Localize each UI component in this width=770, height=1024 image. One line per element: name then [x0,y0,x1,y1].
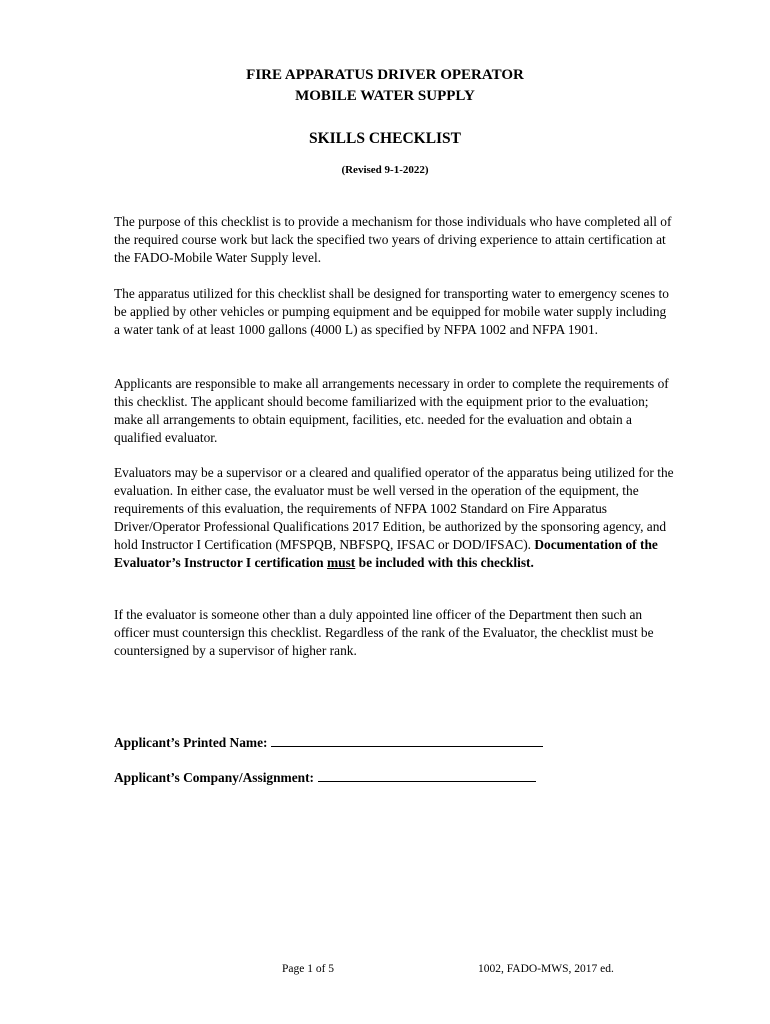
page-number: Page 1 of 5 [282,963,335,975]
printed-name-label: Applicant’s Printed Name: [114,735,268,750]
countersign-paragraph: If the evaluator is someone other than a duly appointed line officer of the Department then such an officer must countersign this checklist. Regardless of the rank of the Evaluator, the checklist must be countersigned by a supervisor of higher rank. [114,607,654,658]
title-line-1: FIRE APPARATUS DRIVER OPERATOR [246,67,524,83]
printed-name-blank[interactable] [271,732,543,747]
documentation-note-b: be included with this checklist. [358,555,534,570]
title-line-2: MOBILE WATER SUPPLY [295,88,475,104]
documentation-note-must: must [326,555,356,570]
printed-name-field [114,732,543,752]
document-reference: 1002, FADO-MWS, 2017 ed. [478,963,614,975]
applicant-responsibility-paragraph: Applicants are responsible to make all arrangements necessary in order to complete the requirements of this checklist. The applicant should become familiarized with the equipment prior to the evaluation; make all arrangements to obtain equipment, facilities, etc. needed for the evaluation and obtain a qualified evaluator. [114,376,669,445]
documentation-note-a: Documentation of the Evaluator’s Instructor I certification [114,537,658,570]
purpose-paragraph: The purpose of this checklist is to provide a mechanism for those individuals who have completed all of the required course work but lack the specified two years of driving experience to attain certification at the FADO-Mobile Water Supply level. [114,214,672,265]
evaluator-paragraph [114,464,674,572]
company-assignment-label: Applicant’s Company/Assignment: [114,770,315,785]
company-assignment-blank[interactable] [318,767,536,782]
evaluator-text: Evaluators may be a supervisor or a cleared and qualified operator of the apparatus being utilized for the evaluation. In either case, the evaluator must be well versed in the operation of the equipment, the requirements of this evaluation, the requirements of NFPA 1002 Standard on Fire Apparatus Driver/Operator Professional Qualifications 2017 Edition, be authorized by the sponsoring agency, and hold Instructor I Certification (MFSPQB, NBFSPQ, IFSAC or DOD/IFSAC). [114,465,674,552]
company-assignment-field [114,767,536,787]
revision-date: (Revised 9-1-2022) [341,164,429,176]
apparatus-paragraph: The apparatus utilized for this checklist shall be designed for transporting water to emergency scenes to be applied by other vehicles or pumping equipment and be equipped for mobile water supply including a water tank of at least 1000 gallons (4000 L) as specified by NFPA 1002 and NFPA 1901. [114,286,669,337]
checklist-subtitle: SKILLS CHECKLIST [308,130,462,147]
